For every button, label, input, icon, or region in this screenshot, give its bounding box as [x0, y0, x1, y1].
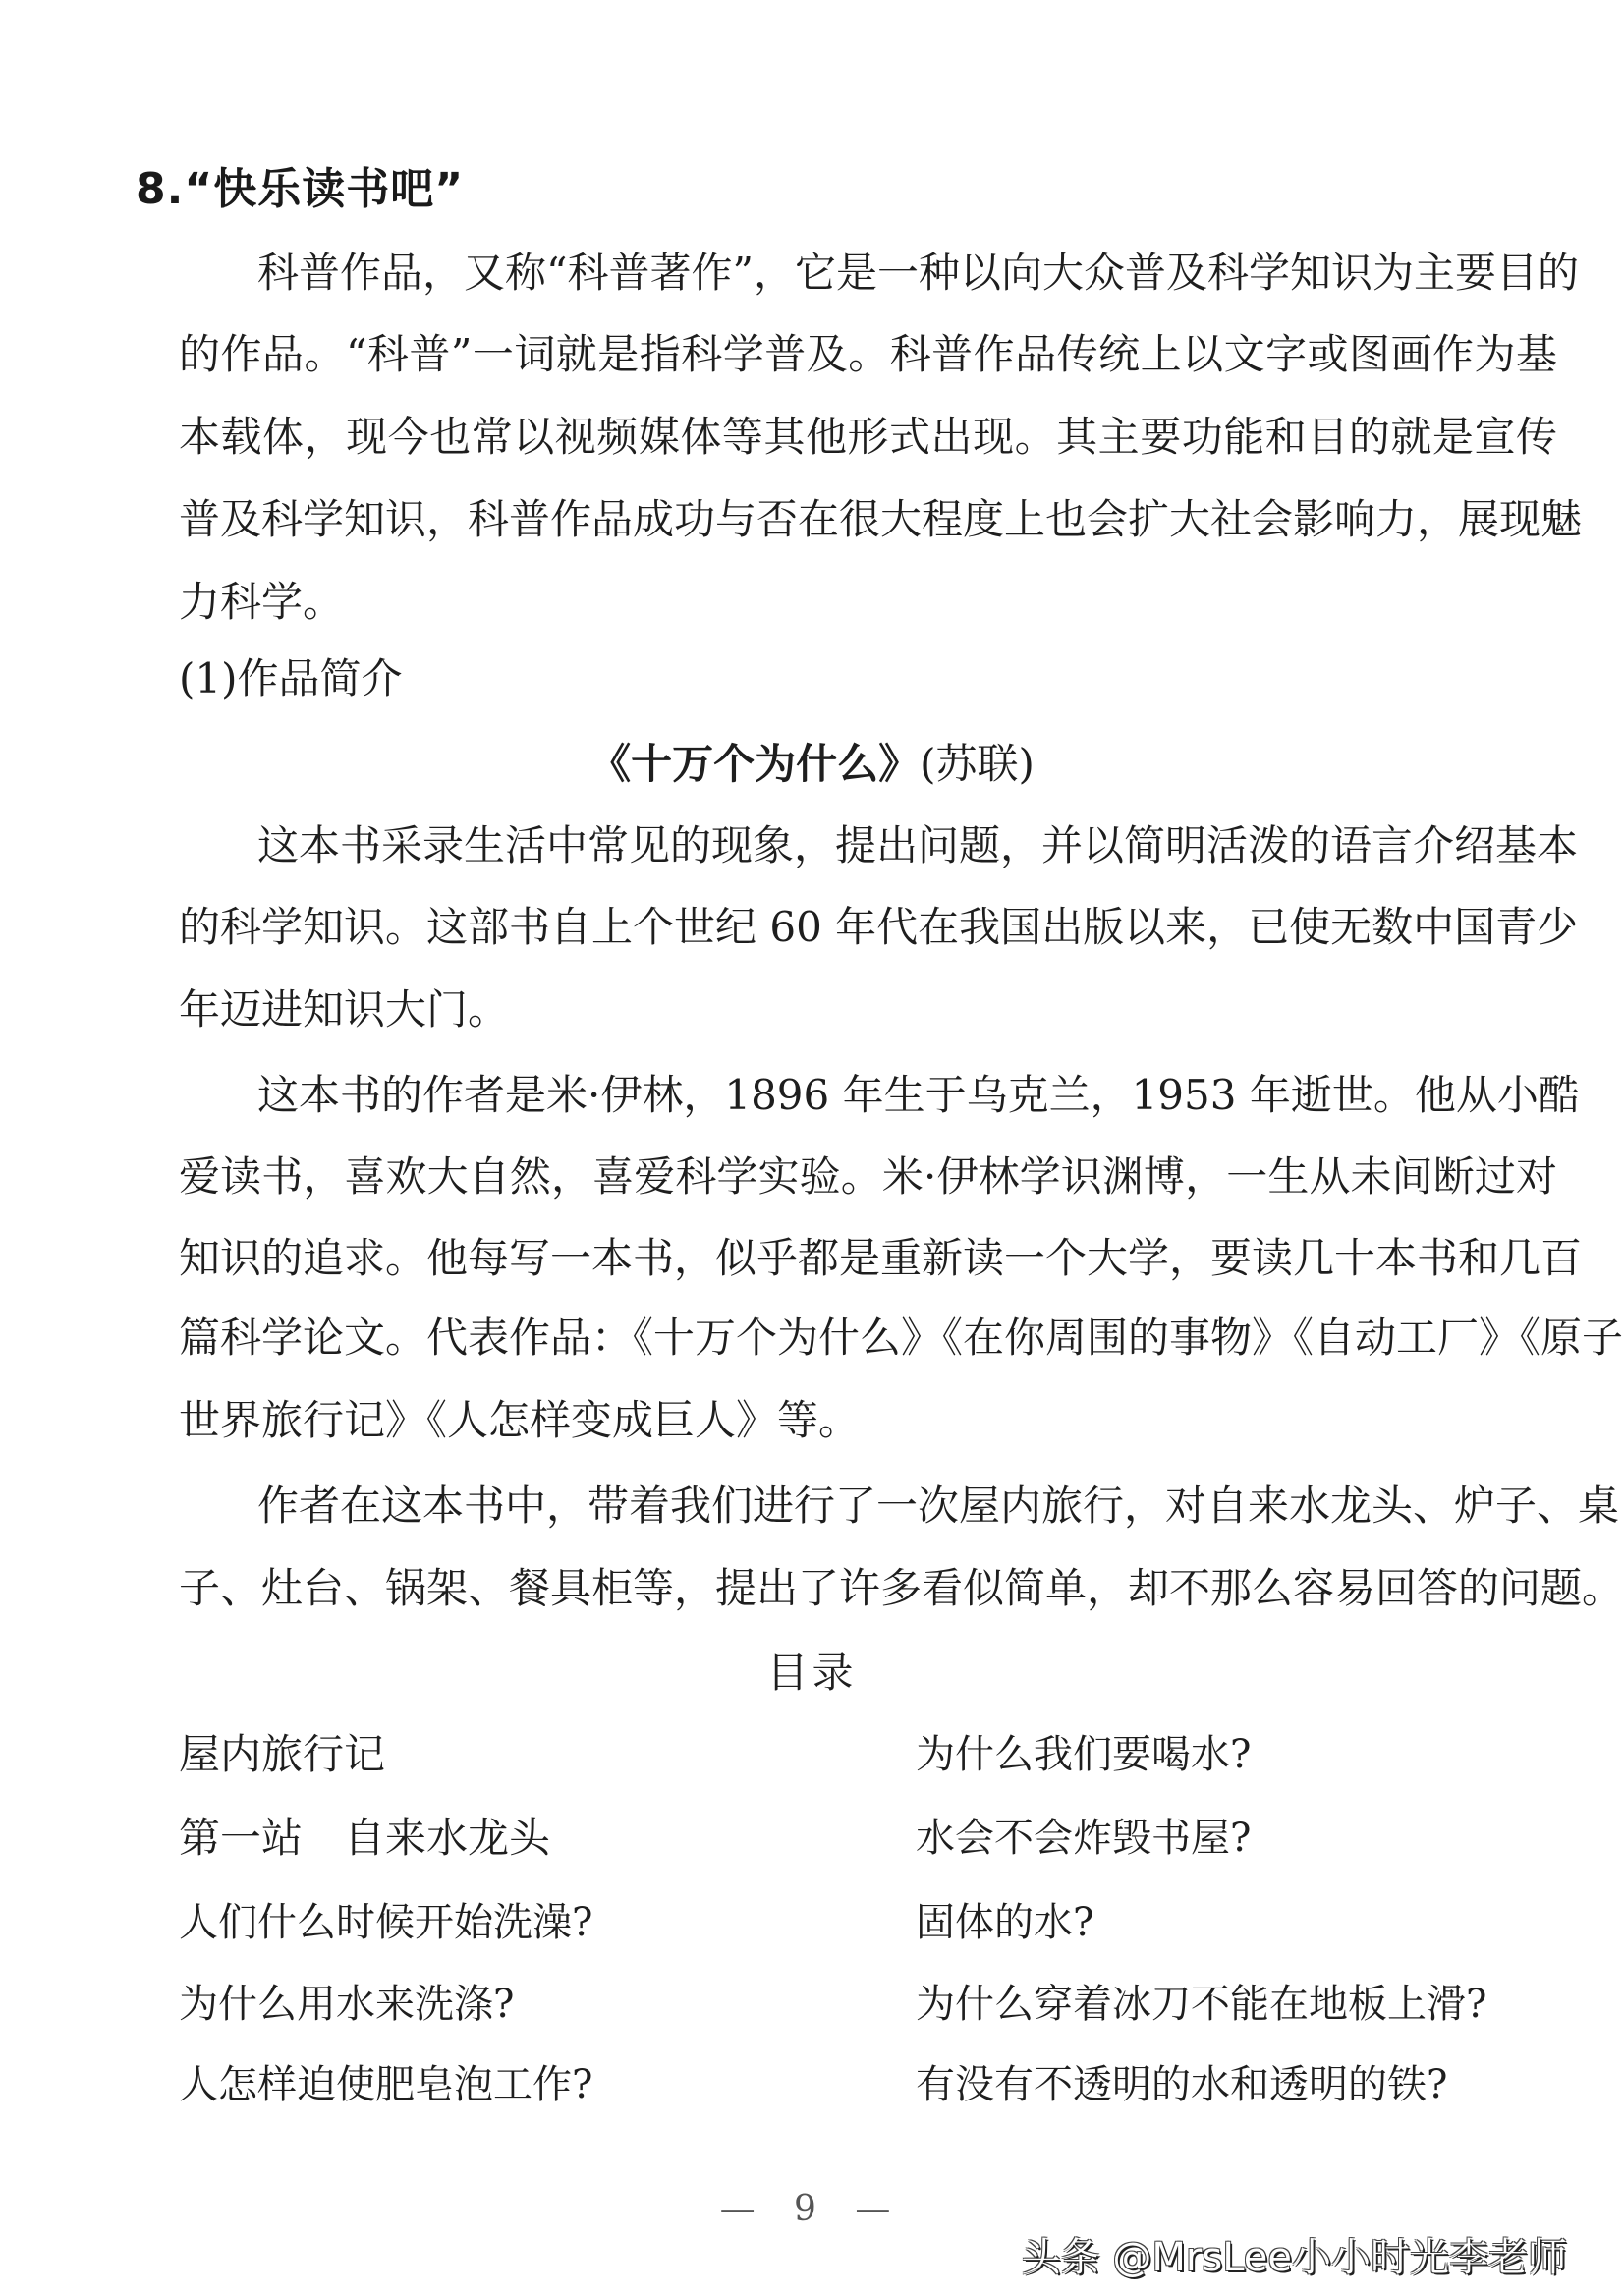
toc-heading: 目录 [766, 1649, 858, 1697]
toc-item [179, 1811, 550, 1866]
paragraph-line: 这本书的作者是米·伊林，1896 年生于乌克兰，1953 年逝世。他从小酷 [257, 1071, 1580, 1119]
toc-item [179, 1977, 514, 2032]
intro-line: 本载体，现今也常以视频媒体等其他形式出现。其主要功能和目的就是宣传 [179, 413, 1557, 461]
paragraph-line: 篇科学论文。代表作品：《十万个为什么》《在你周围的事物》《自动工厂》《原子 [179, 1314, 1624, 1362]
toc-item-label: 为什么用水来洗涤? [179, 1982, 515, 2027]
book-title-main: 《十万个为什么》 [589, 740, 921, 788]
toc-item-label: 人们什么时候开始洗澡? [179, 1900, 593, 1945]
toc-item-prefix: 第一站 [179, 1814, 304, 1862]
intro-line: 科普作品，又称“科普著作”，它是一种以向大众普及科学知识为主要目的 [257, 249, 1579, 297]
toc-item-label: 固体的水? [916, 1900, 1094, 1945]
paragraph-line: 这本书采录生活中常见的现象，提出问题，并以简明活泼的语言介绍基本 [257, 821, 1579, 869]
page-number: — 9 — [719, 2189, 905, 2229]
subsection-heading: (1)作品简介 [179, 654, 403, 702]
paragraph-line: 知识的追求。他每写一本书，似乎都是重新读一个大学，要读几十本书和几百 [179, 1234, 1583, 1282]
toc-item [916, 1811, 1251, 1866]
paragraph-line: 子、灶台、锅架、餐具柜等，提出了许多看似简单，却不那么容易回答的问题。 [179, 1564, 1624, 1612]
book-origin: (苏联) [920, 740, 1035, 788]
toc-item-label: 为什么穿着冰刀不能在地板上滑? [916, 1982, 1487, 2027]
book-title [0, 737, 1624, 792]
paragraph-line: 世界旅行记》《人怎样变成巨人》等。 [179, 1396, 861, 1444]
toc-item-label: 有没有不透明的水和透明的铁? [916, 2062, 1448, 2107]
toc-item [179, 1895, 592, 1950]
toc-item-label: 为什么我们要喝水? [916, 1732, 1252, 1777]
intro-line: 普及科学知识，科普作品成功与否在很大程度上也会扩大社会影响力，展现魅 [179, 495, 1583, 543]
toc-item-label: 水会不会炸毁书屋? [916, 1816, 1252, 1861]
toc-item-label: 屋内旅行记 [179, 1730, 386, 1778]
paragraph-line: 爱读书，喜欢大自然，喜爱科学实验。米·伊林学识渊博，一生从未间断过对 [179, 1152, 1557, 1201]
section-title: 8.“快乐读书吧” [136, 164, 465, 214]
watermark: 头条 @MrsLee小小时光李老师 [1021, 2235, 1567, 2280]
intro-line: 力科学。 [179, 578, 345, 626]
toc-item-label: 人怎样迫使肥皂泡工作? [179, 2062, 593, 2107]
toc-item [916, 1977, 1486, 2032]
toc-item [916, 1727, 1251, 1782]
toc-item [916, 2057, 1447, 2112]
paragraph-line: 年迈进知识大门。 [179, 985, 510, 1034]
toc-item [179, 1727, 385, 1782]
intro-line: 的作品。“科普”一词就是指科学普及。科普作品传统上以文字或图画作为基 [179, 330, 1557, 378]
paragraph-line: 作者在这本书中，带着我们进行了一次屋内旅行，对自来水龙头、炉子、桌 [257, 1482, 1620, 1530]
toc-item-label: 自来水龙头 [344, 1814, 551, 1862]
toc-item [179, 2057, 592, 2112]
toc-item [916, 1895, 1093, 1950]
paragraph-line: 的科学知识。这部书自上个世纪 60 年代在我国出版以来，已使无数中国青少 [179, 903, 1579, 951]
